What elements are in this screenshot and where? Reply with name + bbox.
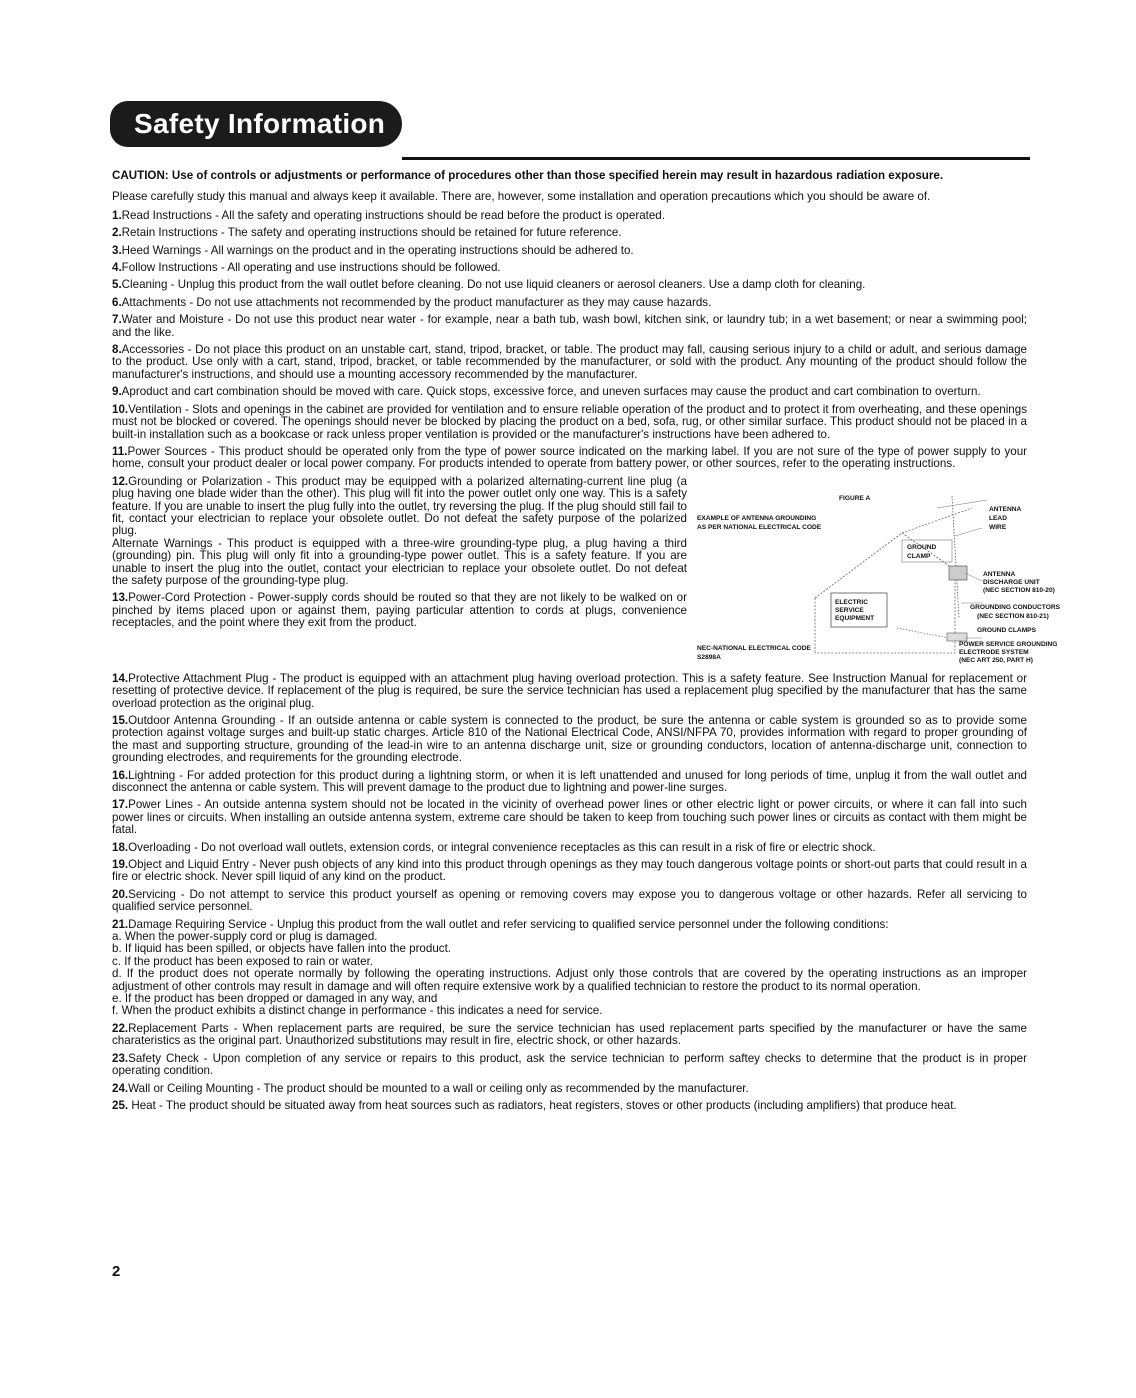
header-rule: [402, 157, 1030, 160]
safety-item: 7.Water and Moisture - Do not use this product near water - for example, near a bath tub, wash bowl, kitchen sink, or laundry tub; in a wet basement; or near a swimming pool; and the like.: [112, 313, 1027, 339]
safety-item: 18.Overloading - Do not overload wall outlets, extension cords, or integral convenience receptacles as this can result in a risk of fire or electric shock.: [112, 840, 876, 854]
safety-item: 4.Follow Instructions - All operating and use instructions should be followed.: [112, 261, 501, 275]
safety-item: 14.Protective Attachment Plug - The product is equipped with an attachment plug having overload protection. This is a safety feature. See Instruction Manual for replacement or resetting of protective device. If replacement of the plug is required, be sure the service technician has used a replacement plug specified by the manufacturer that has the same overload protection as the original plug.: [112, 671, 1027, 710]
page-title: Safety Information: [134, 108, 386, 139]
safety-item: 24.Wall or Ceiling Mounting - The product should be mounted to a wall or ceiling only as recommended by the manufacturer.: [112, 1081, 749, 1095]
safety-item: 19.Object and Liquid Entry - Never push objects of any kind into this product through openings as they may touch dangerous voltage points or short-out parts that could result in a fire or electric shock. Never spill liquid of any kind on the product.: [112, 858, 1027, 884]
figure-code-label: AS PER NATIONAL ELECTRICAL CODE: [697, 523, 822, 531]
figure-title: FIGURE A: [839, 494, 871, 502]
condition-item: d. If the product does not operate normally by following the operating instructions. Adjust only those controls that are covered by the operating instructions as an improper adjustment of other controls may result in damage and will often require extensive work by a qualified technician to restore the product to its normal operation.: [112, 967, 1027, 993]
discharge-unit-label-2: DISCHARGE UNIT: [983, 578, 1040, 586]
power-service-label: POWER SERVICE GROUNDING: [959, 640, 1058, 648]
electric-service-label-3: EQUIPMENT: [835, 614, 875, 622]
items-end: [112, 1023, 1027, 1112]
items-top: [112, 210, 1027, 471]
page-number: 2: [112, 1263, 121, 1280]
antenna-grounding-diagram: [697, 478, 1060, 673]
section-header: [110, 101, 1030, 147]
grounding-text: [112, 476, 687, 635]
power-service-label-2: ELECTRODE SYSTEM: [959, 648, 1029, 656]
power-service-label-3: (NEC ART 250, PART H): [959, 656, 1034, 664]
ground-clamps-label: GROUND CLAMPS: [977, 626, 1036, 634]
antenna-lead-label: ANTENNA: [989, 505, 1022, 513]
intro-paragraph: Please carefully study this manual and always keep it available. There are, however, some installation and operation precautions which you should be aware of.: [112, 190, 931, 204]
safety-item: 20.Servicing - Do not attempt to service this product yourself as opening or removing covers may expose you to dangerous voltage or other hazards. Refer all servicing to qualified service personnel.: [112, 887, 1027, 914]
condition-item: c. If the product has been exposed to rain or water.: [112, 954, 374, 968]
safety-item: 13.Power-Cord Protection - Power-supply cords should be routed so that they are not likely to be walked on or pinched by items placed upon or against them, paying particular attention to cords at plugs, convenience receptacles, and the point where they exit from the product.: [112, 591, 687, 630]
safety-item: 12.Grounding or Polarization - This product may be equipped with a polarized alternating-current line plug (a plug having one blade wider than the other). This plug will fit into the power outlet only one way. This is a safety feature. If you are unable to insert the plug fully into the outlet, try reversing the plug. If the plug should still fail to fit, contact your electrician to replace your obsolete outlet. Do not defeat the safety purpose of the polarized plug.: [112, 474, 687, 538]
safety-item: 16.Lightning - For added protection for this product during a lightning storm, or when it is left unattended and unused for long periods of time, unplug it from the wall outlet and disconnect the antenna or cable system. This will prevent damage to the product due to lightning and power-line surges.: [112, 768, 1027, 794]
nec-code-number: S2898A: [697, 653, 721, 661]
antenna-grounding-figure: [697, 478, 1060, 673]
condition-item: f. When the product exhibits a distinct change in performance - this indicates a need for service.: [112, 1004, 603, 1018]
grounding-conductors-label-2: (NEC SECTION 810-21): [977, 612, 1049, 620]
safety-item: 11.Power Sources - This product should be operated only from the type of power source indicated on the marking label. If you are not sure of the type of power supply to your home, consult your product dealer or local power company. For products intended to operate from battery power, or other sources, refer to the operating instructions.: [112, 444, 1027, 471]
section-header-pill: [110, 101, 402, 147]
safety-content: [112, 169, 1060, 1117]
discharge-unit-label: ANTENNA: [983, 570, 1016, 578]
safety-item: 6.Attachments - Do not use attachments not recommended by the product manufacturer as they may cause hazards.: [112, 295, 712, 309]
safety-item: 17.Power Lines - An outside antenna system should not be located in the vicinity of overhead power lines or other electric light or power circuits, or where it can fall into such power lines or circuits. When installing an outside antenna system, extreme care should be taken to keep from touching such power lines or circuits as contact with them might be fatal.: [112, 798, 1027, 837]
safety-item: 3.Heed Warnings - All warnings on the product and in the operating instructions should be adhered to.: [112, 243, 634, 257]
ground-clamp-label-2: CLAMP: [907, 552, 931, 560]
electric-service-label-2: SERVICE: [835, 606, 864, 614]
safety-item: 22.Replacement Parts - When replacement parts are required, be sure the service technician has used replacement parts specified by the manufacturer or have the same charateristics as the original part. Unauthorized substitutions may result in fire, electric shock, or other hazards.: [112, 1021, 1027, 1048]
discharge-unit-label-3: (NEC SECTION 810-20): [983, 586, 1055, 594]
safety-item: 23.Safety Check - Upon completion of any service or repairs to this product, ask the service technician to perform saftey checks to determine that the product is in proper operating condition.: [112, 1051, 1027, 1078]
figure-example-label: EXAMPLE OF ANTENNA GROUNDING: [697, 514, 817, 522]
grounding-section: [112, 474, 1060, 673]
condition-item: b. If liquid has been spilled, or objects have fallen into the product.: [112, 942, 452, 956]
antenna-lead-label-2: LEAD: [989, 514, 1007, 522]
electric-service-label: ELECTRIC: [835, 598, 868, 606]
damage-service-item: [112, 919, 1027, 1018]
caution-statement: CAUTION: Use of controls or adjustments or performance of procedures other than those specified herein may result in hazardous radiation exposure.: [112, 169, 944, 182]
ground-clamp-label: GROUND: [907, 543, 937, 551]
items-bottom: [112, 715, 1027, 914]
antenna-lead-label-3: WIRE: [989, 523, 1007, 531]
safety-item: 5.Cleaning - Unplug this product from the wall outlet before cleaning. Do not use liquid cleaners or aerosol cleaners. Use a damp cloth for cleaning.: [112, 278, 866, 292]
safety-item: 25. Heat - The product should be situated away from heat sources such as radiators, heat registers, stoves or other products (including amplifiers) that produce heat.: [112, 1098, 957, 1112]
condition-item: e. If the product has been dropped or damaged in any way, and: [112, 992, 438, 1006]
condition-item: a. When the power-supply cord or plug is damaged.: [112, 930, 378, 944]
safety-item: 10.Ventilation - Slots and openings in the cabinet are provided for ventilation and to ensure reliable operation of the product and to protect it from overheating, and these openings must not be blocked or covered. The openings should never be blocked by placing the product on a bed, sofa, rug, or other similar surface. This product should not be placed in a built-in installation such as a bookcase or rack unless proper ventilation is provided or the manufacturer's instructions have been adhered to.: [112, 402, 1027, 441]
safety-item: 8.Accessories - Do not place this product on an unstable cart, stand, tripod, bracket, or table. The product may fall, causing serious injury to a child or adult, and serious damage to the product. Use only with a cart, stand, tripod, bracket, or table recommended by the manufacturer, or sold with the product. Any mounting of the product should follow the manufacturer's instructions, and should use a mounting accessory recommended by the manufacturer.: [112, 343, 1027, 381]
safety-item-alternate: Alternate Warnings - This product is equipped with a three-wire grounding-type plug, a plug having a third (grounding) pin. This plug will only fit into a grounding-type power outlet. This is a safety feature. If you are unable to insert the plug into the outlet, contact your electrician to replace your obsolete outlet. Do not defeat the safety purpose of the grounding-type plug.: [112, 536, 687, 587]
safety-item: 9.Aproduct and cart combination should be moved with care. Quick stops, excessive force, and uneven surfaces may cause the product and cart combination to overturn.: [112, 385, 981, 399]
safety-item: 2.Retain Instructions - The safety and operating instructions should be retained for future reference.: [112, 226, 622, 240]
nec-code-label: NEC-NATIONAL ELECTRICAL CODE: [697, 644, 811, 652]
safety-item: 21.Damage Requiring Service - Unplug this product from the wall outlet and refer servicing to qualified service personnel under the following conditions:: [112, 917, 889, 931]
safety-item: 15.Outdoor Antenna Grounding - If an outside antenna or cable system is connected to the product, be sure the antenna or cable system is grounded so as to provide some protection against voltage surges and built-up static charges. Article 810 of the National Electrical Code, ANSI/NFPA 70, provides information with regard to proper grounding of the mast and supporting structure, grounding of the lead-in wire to an antenna discharge unit, size or grounding conductors, location of antenna-discharge unit, connection to grounding electrodes, and requirements for the grounding electrode.: [112, 713, 1027, 765]
safety-item: 1.Read Instructions - All the safety and operating instructions should be read before the product is operated.: [112, 208, 665, 222]
grounding-conductors-label: GROUNDING CONDUCTORS: [970, 603, 1060, 611]
